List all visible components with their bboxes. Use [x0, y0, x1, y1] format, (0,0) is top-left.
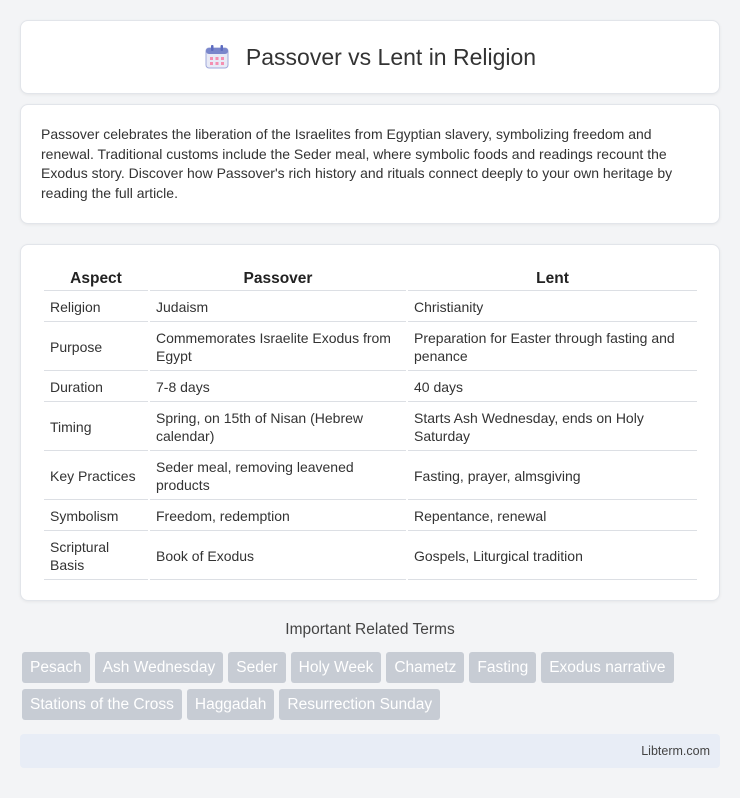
intro-text: Passover celebrates the liberation of the Israelites from Egyptian slavery, symbolizing freedom and renewal. Traditional customs include the Seder meal, where symbolic foods and readings recount the Exodus story. Discover how Passover's rich history and rituals connect deeply to your own heritage by reading the full article. — [41, 126, 673, 201]
term-tag[interactable]: Exodus narrative — [541, 652, 673, 683]
term-tag[interactable]: Haggadah — [187, 689, 275, 720]
table-row — [44, 453, 697, 500]
table-row — [44, 324, 697, 371]
term-tag[interactable]: Resurrection Sunday — [279, 689, 440, 720]
table-cell: Seder meal, removing leavened products — [150, 453, 406, 500]
term-tag[interactable]: Chametz — [386, 652, 464, 683]
table-cell: Judaism — [150, 293, 406, 322]
term-tag[interactable]: Seder — [228, 652, 285, 683]
table-cell: Commemorates Israelite Exodus from Egypt — [150, 324, 406, 371]
header-aspect: Aspect — [44, 267, 148, 291]
table-cell: Key Practices — [44, 453, 148, 500]
table-cell: Spring, on 15th of Nisan (Hebrew calendar) — [150, 404, 406, 451]
table-cell: Purpose — [44, 324, 148, 371]
table-cell: Symbolism — [44, 502, 148, 531]
table-cell: Book of Exodus — [150, 533, 406, 580]
term-tag[interactable]: Pesach — [22, 652, 90, 683]
table-cell: Freedom, redemption — [150, 502, 406, 531]
table-cell: Timing — [44, 404, 148, 451]
intro-card — [20, 104, 720, 224]
term-tag[interactable]: Ash Wednesday — [95, 652, 224, 683]
footer-site-link[interactable]: Libterm.com — [641, 744, 710, 758]
table-row — [44, 293, 697, 322]
table-cell: Fasting, prayer, almsgiving — [408, 453, 697, 500]
table-cell: Duration — [44, 373, 148, 402]
header-passover: Passover — [150, 267, 406, 291]
table-row — [44, 373, 697, 402]
comparison-card — [20, 244, 720, 601]
table-cell: Scriptural Basis — [44, 533, 148, 580]
header-lent: Lent — [408, 267, 697, 291]
page-header — [20, 20, 720, 94]
term-tag[interactable]: Stations of the Cross — [22, 689, 182, 720]
calendar-icon — [204, 44, 230, 70]
table-cell: Preparation for Easter through fasting and penance — [408, 324, 697, 371]
term-tag[interactable]: Holy Week — [291, 652, 382, 683]
table-cell: Christianity — [408, 293, 697, 322]
table-cell: 7-8 days — [150, 373, 406, 402]
table-cell: Religion — [44, 293, 148, 322]
page-title: Passover vs Lent in Religion — [245, 43, 537, 70]
term-tag[interactable]: Fasting — [469, 652, 536, 683]
comparison-table — [42, 265, 699, 582]
table-cell: Starts Ash Wednesday, ends on Holy Saturday — [408, 404, 697, 451]
table-cell: 40 days — [408, 373, 697, 402]
table-cell: Repentance, renewal — [408, 502, 697, 531]
related-terms-title: Important Related Terms — [285, 621, 455, 638]
table-row — [44, 502, 697, 531]
table-cell: Gospels, Liturgical tradition — [408, 533, 697, 580]
table-row — [44, 533, 697, 580]
related-terms-list — [22, 652, 722, 720]
table-row — [44, 404, 697, 451]
footer — [20, 734, 720, 768]
